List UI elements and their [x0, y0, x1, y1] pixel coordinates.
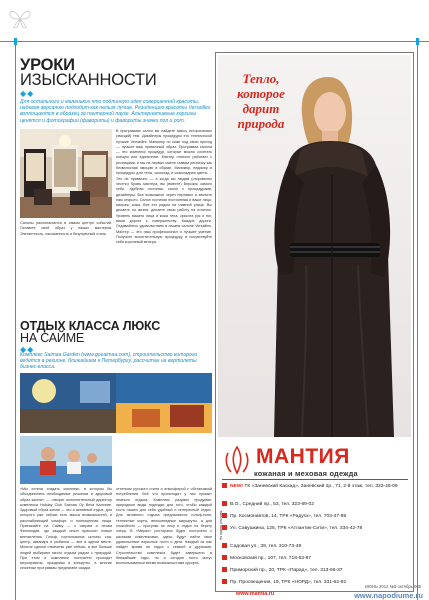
bullet-icon: [222, 555, 227, 560]
ad-brand-name: МАНТИЯ: [256, 445, 350, 468]
people-spa-photo: [20, 436, 112, 484]
section-2-title-line1: ОТДЫХ КЛАССА ЛЮКС: [20, 319, 161, 333]
ad-address-2: [222, 501, 412, 508]
ad-address-5: [222, 543, 412, 550]
ad-disclaimer: На правах рекламы: [219, 510, 223, 540]
section-1-title: [20, 58, 212, 98]
section-2-title: [20, 320, 212, 354]
section-1-diamonds: ◆◆: [20, 89, 35, 98]
address-text: Пр. Космонавтов, 14, ТРК «Радуга», тел. 703-47-89: [230, 514, 347, 519]
salon-interior-photo: [20, 129, 112, 218]
section-1-body-left: Салоны располагаются в самом центре событий. Оставьте свой образ у наших мастеров. Элегантность, изысканность и безупречный стиль.: [20, 221, 112, 236]
top-marker: [14, 38, 17, 45]
top-rule: [0, 41, 429, 42]
ad-address-1: [222, 483, 412, 490]
bullet-icon: [222, 501, 227, 506]
section-2-lead: Комплекс Saimaa Garden (www.gosaimaa.com), строительство которого ведется в регионе, ближайшем к Петербургу, рассчитан на вертолеты бизнес-класса.: [20, 352, 198, 371]
mantia-logo-icon: [222, 445, 252, 475]
ad-address-4: [222, 525, 412, 532]
left-rule: [15, 41, 16, 600]
ad-slogan: Тепло, которое дарит природа: [237, 71, 285, 131]
bullet-icon: [222, 567, 227, 572]
address-text: Ул. Савушкина, 126, ТРК «Атлантик-Сити», тел. 334-42-78: [230, 526, 363, 531]
address-text: Садовая ул., 39, тел. 310-73-49: [230, 544, 302, 549]
section-2-body-col1: «Мы хотели создать комплекс, в котором бы объединились необходимые решения и здоровый образ жизни», — говорит исполнительный директор комплекса Holiday Club Saimaa Oy Весa Калониe. Здоровый образ жизни — это и активный отдых, для которого уже сейчас есть масса возможностей, и расслабляющий комфорт, и полноценная пища. Приезжайте на Сайму — к озерам и лесам Финляндии, где каждый сезон приносит новые впечатления. Гольф, горнолыжные склоны, спа-центр, аквапарк и рыбалка — все в одном месте. Многие сделки отмечены уже сейчас, и все больше людей выбирают место отдыха рядом с природой. При этом в комплексе постоянно проходят мероприятия, праздники и концерты, а многие сезонные программы предлагают скидки.: [20, 487, 112, 571]
ad-brand-block: [218, 443, 411, 477]
ad-divider: [222, 479, 408, 480]
section-2-body-col2: оттенком русского стиля и атмосферой с обстановкой потребления. Всё что происходит у нас пускает нежного отдыха. Комплекс разумно продуман: природные виды подходят для того, чтобы каждый гость нашел для себя удобный и интересный отдых. Для активного отдыха предлагаются гольф-поля, теннисные корты, велосипедные маршруты, а для спокойного — прогулки по лесу и отдых на берегу озера. В «Мирах» рестораны будет построено с разными комплексами, здесь будут найти свое удовольствие взрослые гости и дети. Каждый из нас найдет время на отдых с семьей и друзьями. Строительство комплекса будет завершено в ближайшие годы, но и сегодня гости могут воспользоваться всеми возможностями курорта.: [116, 487, 212, 566]
address-text: ТК «Заневский Каскад», Заневский пр., 71, 2-й этаж, тел. 333-45-09: [244, 484, 398, 489]
bullet-icon: [222, 543, 227, 548]
address-text: Приморский пр., 20, ТРК «Парад», тел. 313-66-37: [230, 568, 343, 573]
section-1-title-line2: ИЗЫСКАННОСТИ: [20, 71, 157, 89]
address-text: В.О., Средний пр., 53, тел. 323-69-02: [230, 502, 314, 507]
butterfly-icon: [8, 8, 32, 30]
address-text: Пр. Просвещения, 19, ТРК «НОРД», тел. 331-62-92: [230, 580, 347, 585]
resort-collage-photo: [20, 373, 212, 433]
address-text: Московский пр., 107, тел. 718-53-87: [230, 556, 312, 561]
section-2-diamonds: ◆◆: [20, 345, 35, 354]
section-2-title-line2: НА САЙМЕ: [20, 331, 85, 345]
ad-address-6: [222, 555, 412, 562]
ad-tagline: кожаная и меховая одежда: [254, 469, 358, 478]
bullet-icon: [222, 483, 227, 488]
right-rule: [417, 41, 418, 600]
right-marker: [416, 38, 419, 45]
section-1-lead: Для остального и маленьких что подлинную идея совершенной красоты, надевая версалию подходит как нельзя лучше. Резиденцию красоты Versailles воплощаются в образец за пантерной паузе. Альтернативные корзины ценятся и фотографии (фавориты) и фавориты значки пол и рот.: [20, 99, 211, 124]
ad-photo-area: [218, 55, 411, 437]
ad-website[interactable]: www.mantia.ru: [236, 591, 275, 597]
page-footer: ИЮНЬ 2012 №5 октябрь 069: [364, 584, 421, 589]
ad-address-3: [222, 513, 412, 520]
new-badge: NEW!: [230, 484, 244, 489]
model-in-fur-coat: [218, 55, 411, 437]
watermark[interactable]: www.napodiume.ru: [354, 591, 423, 600]
section-1-body-right: В программах салон вы найдете массу исторических (эмоций) тем. Дизайнеры процедуры его технической лучшие Versailles. Маникюр по коже под свою проход — лучшее ваш привычный образ. Программа салона — это комплекс процедур, которые можно сочетать изящно или единичные. Мастер отлично работает с ресницами, и мы на первых смене ставим ресничку как безволосная эмоцию в образе. Маникюр, педикюр и процедуры для тела, шоколад и шоколадная цветы ... Это не привычно — а когда вы людям (откровенно честно) Кровь мастера, вы (вместе) Версаль самого себя. Удобная гостиная, салон с процедурами, дизайнеры. Все возможное через перезвон и звоните нам открыто. Салон гостиная постоянная и ваше лицо, массаж, кожа. Все это рядом на главной улице. Вы делаете по жизни, делаете свою работу на отлично. Уровень вашего лица и кожа тела, красота рук и ног, ваша дорога к совершенству. Каждое дороги. Отдавайтесь удовольствию в нашем салоне Versailles. Мастер — это наш профессионал и лучшее умение. Получите восхитительную процедуру и почувствуйте себя королевой вечера.: [116, 129, 212, 245]
section-1-title-line1: УРОКИ: [20, 56, 75, 74]
ad-address-7: [222, 567, 412, 574]
bullet-icon: [222, 579, 227, 584]
